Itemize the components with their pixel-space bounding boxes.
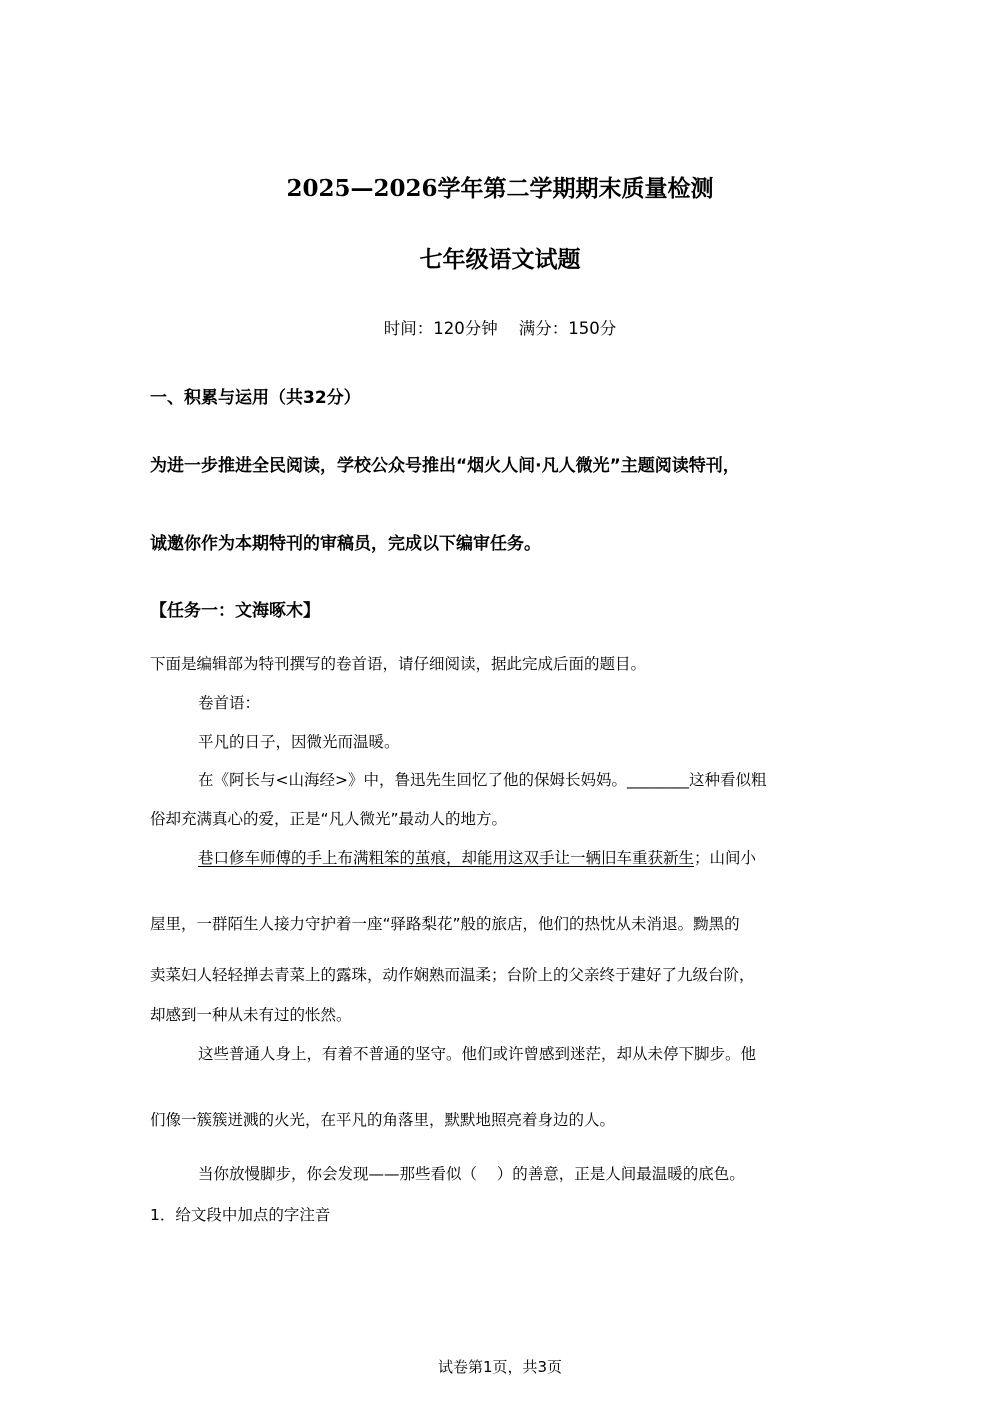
- question-1: 1．给文段中加点的字注音: [150, 1206, 331, 1224]
- passage-p1: 平凡的日子，因微光而温暖。: [198, 733, 400, 751]
- passage-p3-line2: 屋里，一群陌生人接力守护着一座“驿路梨花”般的旅店，他们的热忱从未消退。黝黑的: [150, 915, 740, 933]
- passage-label: 卷首语：: [198, 694, 261, 712]
- passage-p3-line3: 卖菜妇人轻轻掸去青菜上的露珠，动作娴熟而温柔；台阶上的父亲终于建好了九级台阶，: [150, 966, 755, 984]
- passage-p3-line1: [198, 846, 756, 868]
- section-heading: 一、积累与运用（共32分）: [150, 388, 361, 408]
- exam-title: 2025—2026学年第二学期期末质量检测: [286, 175, 714, 202]
- p3-rest: ；山间小: [694, 849, 757, 867]
- passage-p4-line2: 们像一簇簇迸溅的火光，在平凡的角落里，默默地照亮着身边的人。: [150, 1111, 616, 1129]
- passage-p2-line2: 俗却充满真心的爱，正是“凡人微光”最动人的地方。: [150, 810, 508, 828]
- underlined-sentence: 巷口修车师傅的手上布满粗笨的茧痕，却能用这双手让一辆旧车重获新生: [198, 849, 695, 867]
- passage-p4-line1: 这些普通人身上，有着不普通的坚守。他们或许曾感到迷茫，却从未停下脚步。他: [198, 1045, 757, 1063]
- passage-p5: 当你放慢脚步，你会发现——那些看似（ ）的善意，正是人间最温暖的底色。: [198, 1165, 745, 1183]
- task1-heading: 【任务一：文海啄木】: [150, 601, 320, 621]
- intro-line-2: 诚邀你作为本期特刊的审稿员，完成以下编审任务。: [150, 534, 541, 554]
- passage-p3-line4: 却感到一种从未有过的怅然。: [150, 1006, 352, 1024]
- intro-line-1: 为进一步推进全民阅读，学校公众号推出“烟火人间·凡人微光”主题阅读特刊，: [150, 456, 740, 476]
- page-footer: 试卷第1页，共3页: [437, 1358, 563, 1376]
- task1-instruction: 下面是编辑部为特刊撰写的卷首语，请仔细阅读，据此完成后面的题目。: [150, 655, 647, 673]
- exam-subtitle: 七年级语文试题: [419, 246, 581, 273]
- passage-p2-line1: 在《阿长与<山海经>》中，鲁迅先生回忆了他的保姆长妈妈。________这种看似粗: [198, 771, 767, 789]
- exam-meta: 时间：120分钟 满分：150分: [383, 319, 617, 338]
